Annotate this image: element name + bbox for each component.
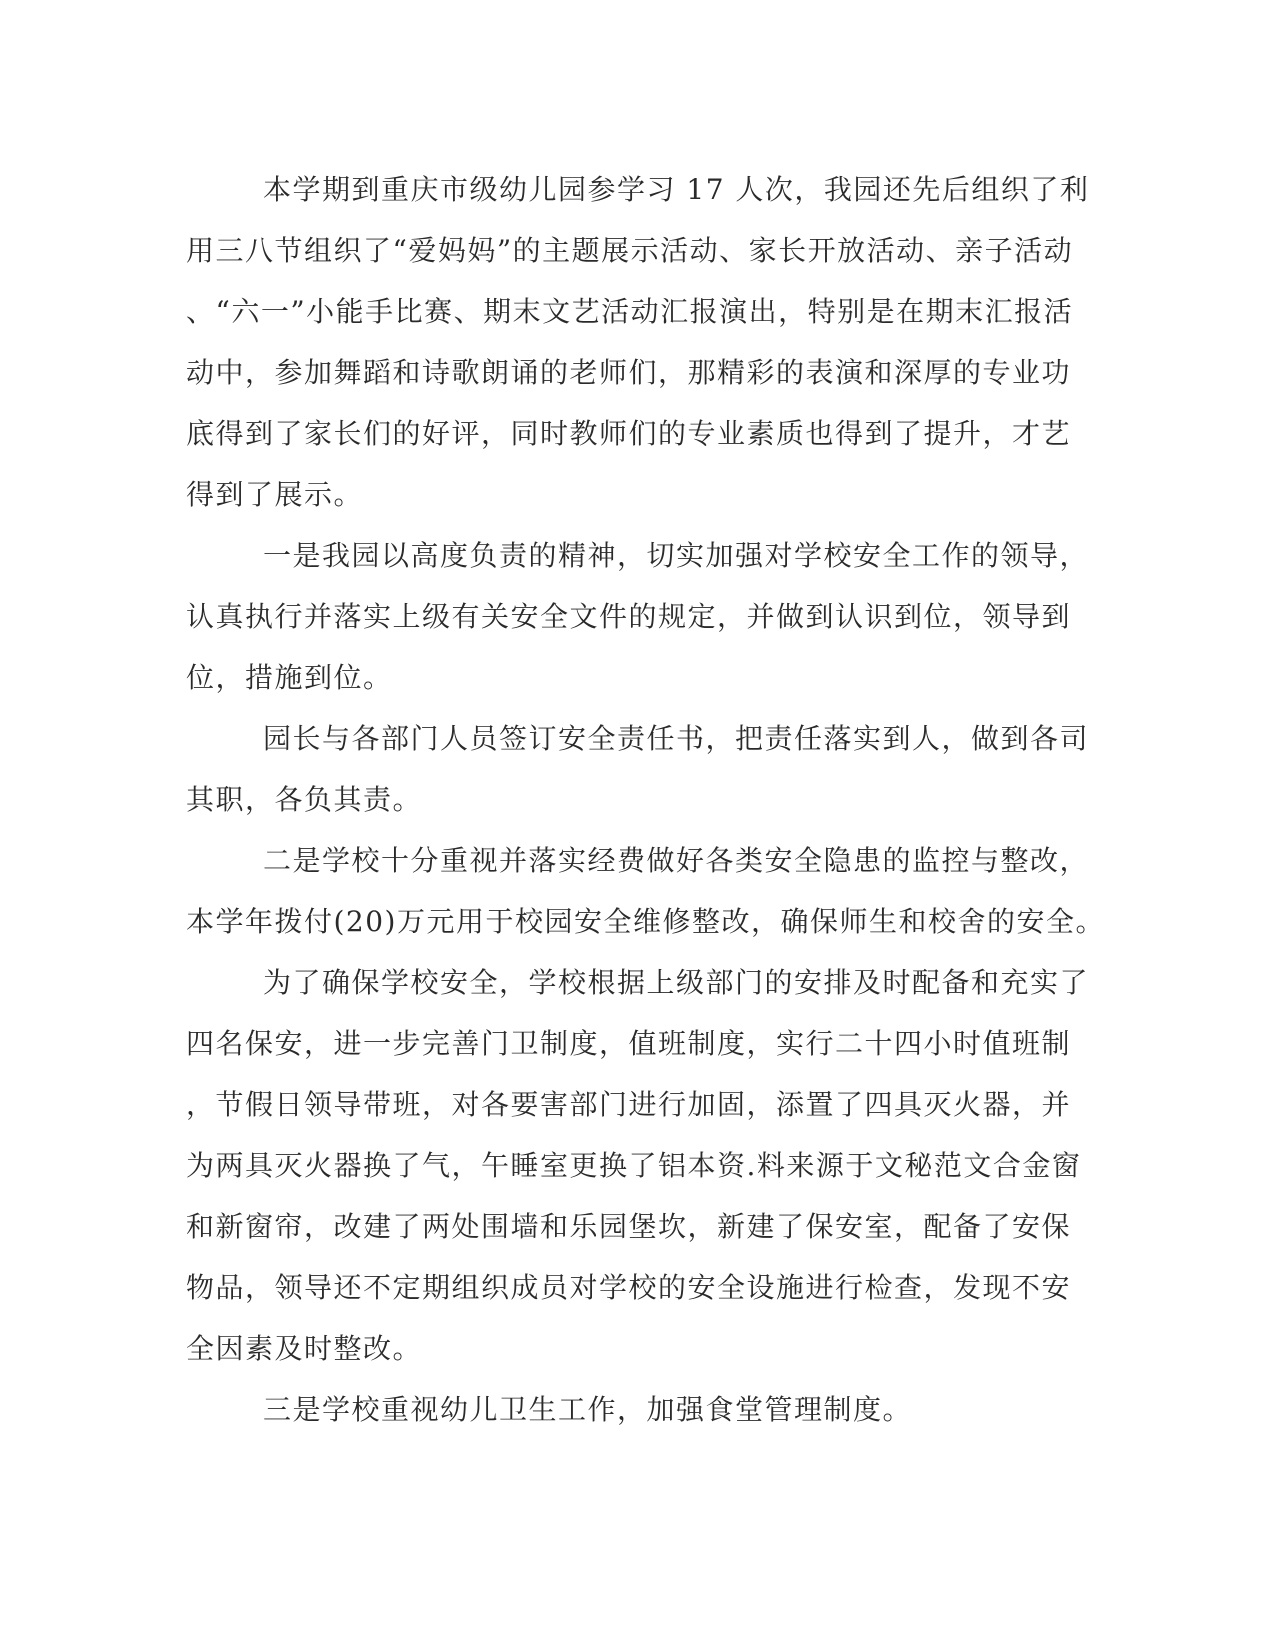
text-line: 一是我园以高度负责的精神，切实加强对学校安全工作的领导， xyxy=(263,539,1090,572)
text-line: 为两具灭火器换了气，午睡室更换了铝本资.料来源于文秘范文合金窗 xyxy=(186,1149,1082,1182)
text-line: 四名保安，进一步完善门卫制度，值班制度，实行二十四小时值班制 xyxy=(186,1027,1072,1060)
text-line: 三是学校重视幼儿卫生工作，加强食堂管理制度。 xyxy=(263,1393,913,1426)
text-line: 底得到了家长们的好评，同时教师们的专业素质也得到了提升，才艺 xyxy=(186,417,1072,450)
text-line: 全因素及时整改。 xyxy=(186,1332,423,1365)
paragraph-4 xyxy=(186,830,1105,952)
text-line: 认真执行并落实上级有关安全文件的规定，并做到认识到位，领导到 xyxy=(186,600,1072,633)
text-line: 其职，各负其责。 xyxy=(186,783,423,816)
text-line: 得到了展示。 xyxy=(186,478,364,511)
text-line: 本学年拨付(20)万元用于校园安全维修整改，确保师生和校舍的安全。 xyxy=(186,905,1105,938)
paragraph-6 xyxy=(186,1379,1066,1440)
text-line: 园长与各部门人员签订安全责任书，把责任落实到人，做到各司 xyxy=(263,722,1090,755)
text-line: ，节假日领导带班，对各要害部门进行加固，添置了四具灭火器，并 xyxy=(186,1088,1072,1121)
text-line: 和新窗帘，改建了两处围墙和乐园堡坎，新建了保安室，配备了安保 xyxy=(186,1210,1072,1243)
text-line: 位，措施到位。 xyxy=(186,661,393,694)
paragraph-2 xyxy=(186,525,1090,708)
text-line: 本学期到重庆市级幼儿园参学习 17 人次，我园还先后组织了利 xyxy=(263,173,1090,206)
document-body xyxy=(186,159,1105,1440)
text-line: 动中，参加舞蹈和诗歌朗诵的老师们，那精彩的表演和深厚的专业功 xyxy=(186,356,1072,389)
paragraph-5 xyxy=(186,952,1090,1379)
text-line: 用三八节组织了“爱妈妈”的主题展示活动、家长开放活动、亲子活动 xyxy=(186,234,1074,267)
text-line: 物品，领导还不定期组织成员对学校的安全设施进行检查，发现不安 xyxy=(186,1271,1072,1304)
text-line: 为了确保学校安全，学校根据上级部门的安排及时配备和充实了 xyxy=(263,966,1090,999)
text-line: 二是学校十分重视并落实经费做好各类安全隐患的监控与整改， xyxy=(263,844,1090,877)
text-line: 、“六一”小能手比赛、期末文艺活动汇报演出，特别是在期末汇报活 xyxy=(186,295,1074,328)
paragraph-3 xyxy=(186,708,1090,830)
paragraph-1 xyxy=(186,159,1090,525)
